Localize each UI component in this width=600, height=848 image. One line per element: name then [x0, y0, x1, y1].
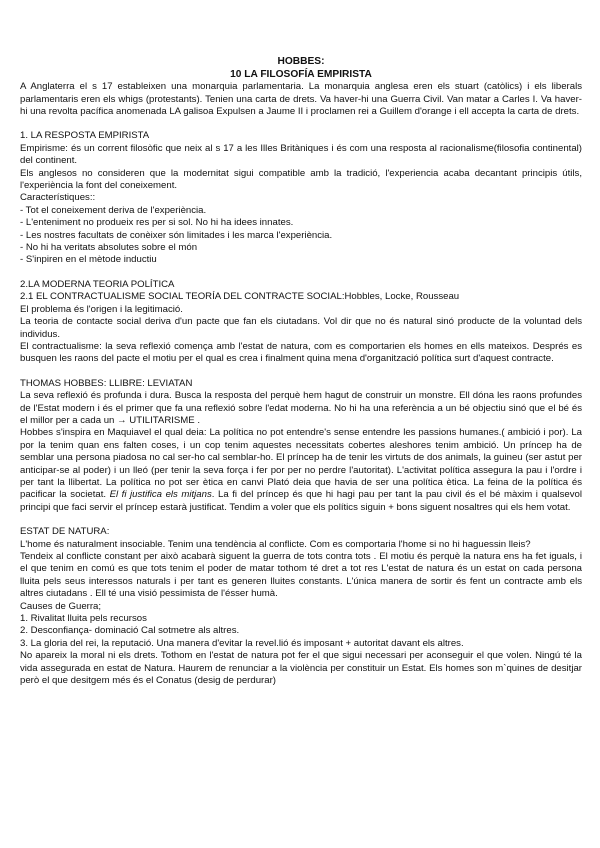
anglesos-paragraph: Els anglesos no consideren que la modernitat sigui compatible amb la tradició, l'experiencia acaba decantant principis útils, l'experiència la font del coneixement. — [20, 167, 582, 192]
section-heading-resposta-empirista: 1. LA RESPOSTA EMPIRISTA — [20, 130, 150, 142]
list-item: 1. Rivalitat lluita pels recursos — [20, 613, 147, 625]
list-item: - S'inpiren en el mètode inductiu — [20, 254, 157, 266]
section-heading-thomas-hobbes: THOMAS HOBBES: LLIBRE: LEVIATAN — [20, 377, 193, 389]
maquiavel-text: Hobbes s'inspira en Maquiavel el qual deia: La política no pot entendre's sense entendre les passions humanes.( ambició i por). La por la tenim quan ens falten coses, i un cop tenim aquestes necessitats cobertes aleshores tenim ambició. Un príncep ha de semblar una persona piadosa no cal ser-ho cal semblar-ho. El príncep ha de tenir les virtuts de dos animals, la guineu (ser astut per anticipar-se al poder) i un lleó (per tenir la seva força i fer por per no perdre l'autoritat). L'activitat política assegura la pau i l'ordre i per tant la llibertat. La política no pot ser ètica en canvi Plató deia que havia de ser una política ètica. La feina de la política és pacificar la societat. — [20, 427, 582, 501]
doc-title-filosofia: 10 LA FILOSOFÍA EMPIRISTA — [230, 68, 372, 80]
reflexio-paragraph: La seva reflexió és profunda i dura. Busca la resposta del perquè hem hagut de construir un monstre. Ell dóna les raons profundes de l'Estat modern i és el primer que fa una reflexió sobre l'edat moderna. No hi ha una referència a un bé objectiu sinó que el bé és el millor per a cada un → UTILITARISME . — [20, 390, 582, 426]
contractualisme-paragraph: El contractualisme: la seva reflexió comença amb l'estat de natura, com es comportarien els homes en ells mateixos. Després es busquen les raons del pacte el motiu per el qual es crea i finalment quina mena d'organització política surt d'aquest contracte. — [20, 340, 582, 365]
list-item: - No hi ha veritats absolutes sobre el món — [20, 242, 198, 254]
problema-line: El problema és l'origen i la legitimació. — [20, 303, 183, 315]
section-heading-teoria-politica: 2.LA MODERNA TEORIA POLÍTICA — [20, 278, 175, 290]
caracteristiques-heading: Característiques:: — [20, 192, 96, 204]
maquiavel-text-end: . La fi del príncep és que hi hagi pau per tant la pau civil és el bé màxim i qualsevol principi que faci servir el príncep estarà justificat. Tendim a voler que els polítics siguin + bons siguent nosaltres qui els hem votat. — [20, 489, 583, 513]
spacer — [20, 118, 582, 130]
list-item: - L'enteniment no produeix res per si sol. No hi ha idees innates. — [20, 217, 294, 229]
list-item: - Tot el coneixement deriva de l'experiència. — [20, 204, 207, 216]
fi-justifica-emphasis: El fi justifica els mitjans — [109, 489, 212, 501]
conflicte-paragraph: Tendeix al conflicte constant per això acabarà siguent la guerra de tots contra tots . El motiu és perquè la natura ens ha fet iguals, i el que tenim en comú es que tots tenim el poder de matar tothom té dret a tot res L'estat de natura és un estat on cada persona lluita pels seus interessos naturals i per tant es generen lluites constants. L'única manera de sortir és fent un contracte amb els altres ciutadans . Ell té una visió pessimista de l'ésser humà. — [20, 551, 582, 600]
insociable-line: L'home és naturalment insociable. Tenim una tendència al conflicte. Com es comportaria l'home si no hi haguessin lleis? — [20, 538, 531, 550]
list-item: 3. La gloria del rei, la reputació. Una manera d'evitar la revel.lió és imposant + autoritat davant els altres. — [20, 637, 464, 649]
list-item: - Les nostres facultats de conèixer són limitades i les marca l'experiència. — [20, 229, 333, 241]
list-item: 2. Desconfiança- dominació Cal sotmetre als altres. — [20, 625, 240, 637]
spacer — [20, 366, 582, 378]
moral-paragraph: No apareix la moral ni els drets. Tothom en l'estat de natura pot fer el que sigui necessari per aconseguir el que volen. Ningú té la vida assegurada en estat de Natura. Haurem de renunciar a la violència per constituir un Estat. Els homes son m`quines de desitjar però el que desitgem més és el Conatus (desig de perdurar) — [20, 650, 582, 687]
intro-paragraph: A Anglaterra el s 17 estableixen una monarquia parlamentaria. La monarquia anglesa eren els stuart (catòlics) i els liberals parlamentaris eren els whigs (protestants). Tenien una carta de drets. Va haver-hi una Guerra Civil. Van matar a Carles I. Va haver-hi una revolta pacífica anomenada LA galisoa Expulsen a Jaume II i proclamen rei a Guillem d'orange i ell accepta la carta de drets. — [20, 81, 582, 117]
causes-heading: Causes de Guerra; — [20, 600, 102, 612]
doc-title-hobbes: HOBBES: — [277, 56, 325, 67]
teoria-contacte-paragraph: La teoria de contacte social deriva d'un pacte que fan els ciutadans. Vol dir que no és natural sinó producte de la voluntad dels individus. — [20, 316, 582, 340]
section-heading-estat-natura: ESTAT DE NATURA: — [20, 526, 110, 538]
subsection-heading-contractualisme: 2.1 EL CONTRACTUALISME SOCIAL TEORÍA DEL CONTRACTE SOCIAL:Hobbles, Locke, Rousseau — [20, 291, 460, 303]
maquiavel-paragraph — [20, 427, 582, 514]
empirisme-paragraph: Empirisme: és un corrent filosòfic que neix al s 17 a les Illes Britàniques i és com una resposta al racionalisme(filosofia continental) del continent. — [20, 142, 582, 167]
spacer — [20, 267, 582, 279]
spacer — [20, 514, 582, 526]
